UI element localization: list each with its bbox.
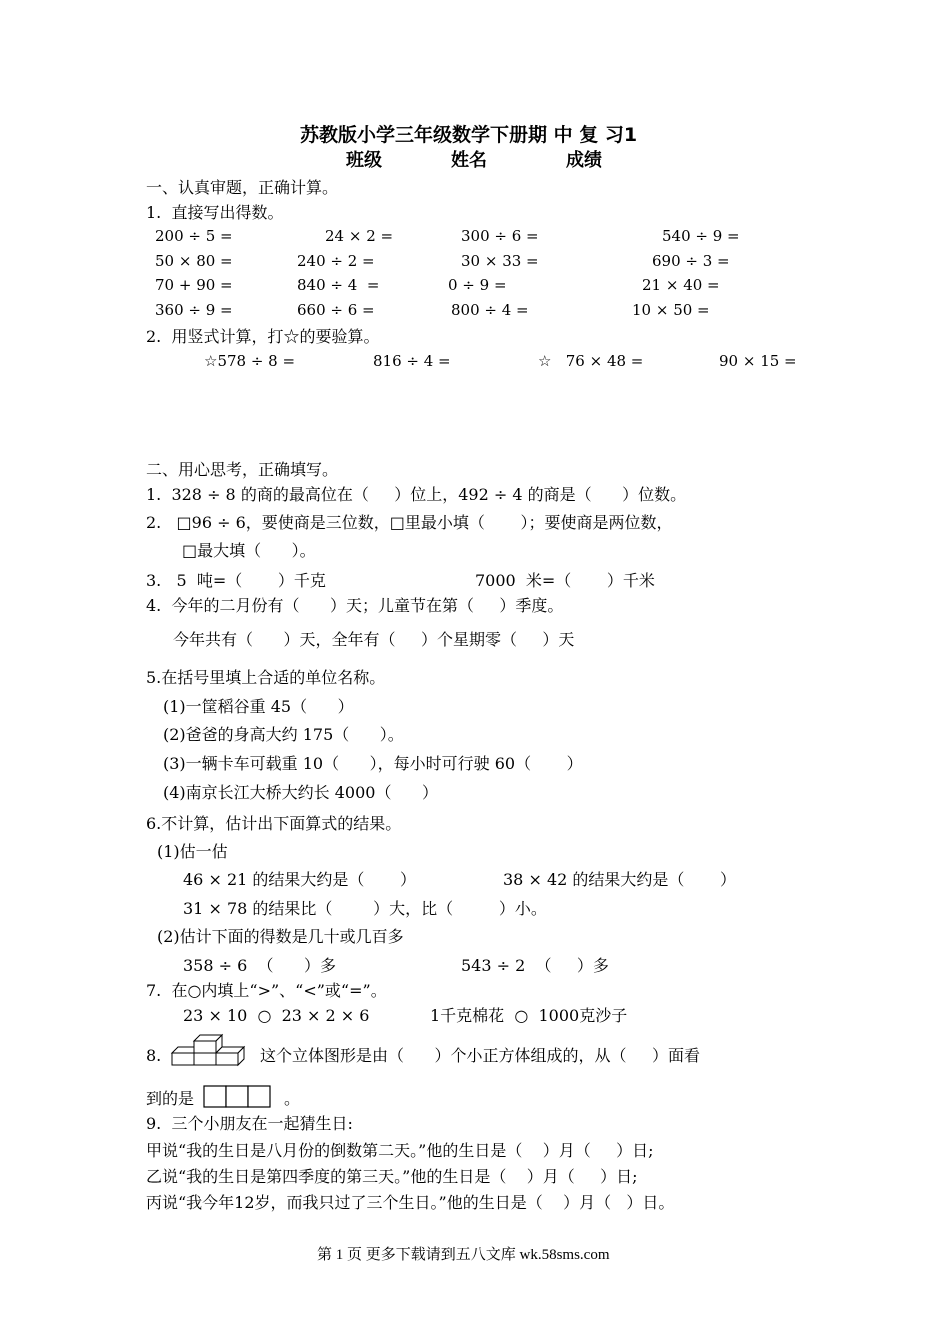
calc-item: 70 + 90 = xyxy=(155,276,233,294)
calc-item: 540 ÷ 9 = xyxy=(662,227,740,245)
s2-q9-line: 甲说“我的生日是八月份的倒数第二天。”他的生日是（ ）月（ ）日; xyxy=(146,1141,654,1160)
calc-item: 30 × 33 = xyxy=(461,252,539,270)
s2-q7-b: 1千克棉花 ○ 1000克沙子 xyxy=(430,1006,628,1025)
s2-q6-line3b: 543 ÷ 2 （ ）多 xyxy=(461,956,609,975)
s2-q6-line1a: 46 × 21 的结果大约是（ ） xyxy=(183,870,416,889)
s2-q2-line1: 2. □96 ÷ 6，要使商是三位数，□里最小填（ ）；要使商是两位数， xyxy=(146,513,673,532)
page-title: 苏教版小学三年级数学下册期 中 复 习1 xyxy=(300,124,638,146)
s2-q5-item: (4)南京长江大桥大约长 4000（ ） xyxy=(163,783,438,802)
s2-q6-line3a: 358 ÷ 6 （ ）多 xyxy=(183,956,336,975)
s2-q6-line1b: 38 × 42 的结果大约是（ ） xyxy=(503,870,736,889)
s2-q1: 1. 328 ÷ 8 的商的最高位在（ ）位上，492 ÷ 4 的商是（ ）位数。 xyxy=(146,485,687,504)
s2-q3b: 7000 米=（ ）千米 xyxy=(475,571,655,590)
s2-q9-line: 乙说“我的生日是第四季度的第三天。”他的生日是（ ）月（ ）日; xyxy=(146,1167,638,1186)
s2-q7-label: 7. 在○内填上“>”、“<”或“=”。 xyxy=(146,981,387,1000)
calc-item: 24 × 2 = xyxy=(325,227,394,245)
s1-q1-label: 1. 直接写出得数。 xyxy=(146,203,284,222)
calc-item: 10 × 50 = xyxy=(632,301,710,319)
vertical-calc-item: 816 ÷ 4 = xyxy=(373,352,451,370)
s2-q4-line1: 4. 今年的二月份有（ ）天；儿童节在第（ ）季度。 xyxy=(146,596,564,615)
calc-item: 200 ÷ 5 = xyxy=(155,227,233,245)
calc-item: 21 × 40 = xyxy=(642,276,720,294)
vertical-calc-item: ☆578 ÷ 8 = xyxy=(204,352,296,370)
page-footer: 第 1 页 更多下载请到五八文库 wk.58sms.com xyxy=(317,1247,610,1263)
s2-q3a: 3. 5 吨=（ ）千克 xyxy=(146,571,326,590)
s2-q4-line2: 今年共有（ ）天，全年有（ ）个星期零（ ）天 xyxy=(173,630,575,649)
score-label: 成绩 xyxy=(566,150,602,171)
s2-q6-sub2: (2)估计下面的得数是几十或几百多 xyxy=(157,927,404,946)
s2-q2-line2: □最大填（ ）。 xyxy=(182,541,316,560)
s2-q8-text: 这个立体图形是由（ ）个小正方体组成的，从（ ）面看 xyxy=(260,1046,700,1065)
s2-q5-item: (2)爸爸的身高大约 175（ ）。 xyxy=(163,725,404,744)
s2-q9-label: 9. 三个小朋友在一起猜生日: xyxy=(146,1114,353,1133)
s2-q5-item: (3)一辆卡车可载重 10（ ），每小时可行驶 60（ ） xyxy=(163,754,583,773)
s2-q5-item: (1)一筐稻谷重 45（ ） xyxy=(163,697,354,716)
view-squares xyxy=(203,1085,273,1109)
calc-item: 240 ÷ 2 = xyxy=(297,252,375,270)
s2-q7-a: 23 × 10 ○ 23 × 2 × 6 xyxy=(183,1006,370,1025)
calc-item: 840 ÷ 4 = xyxy=(297,276,380,294)
calc-item: 0 ÷ 9 = xyxy=(448,276,507,294)
s2-q6-sub1: (1)估一估 xyxy=(157,842,228,861)
s2-q6-label: 6.不计算，估计出下面算式的结果。 xyxy=(146,814,402,833)
class-label: 班级 xyxy=(346,150,382,171)
s2-q5-label: 5.在括号里填上合适的单位名称。 xyxy=(146,668,386,687)
calc-item: 800 ÷ 4 = xyxy=(451,301,529,319)
calc-item: 50 × 80 = xyxy=(155,252,233,270)
vertical-calc-item: ☆ 76 × 48 = xyxy=(538,352,644,370)
calc-item: 690 ÷ 3 = xyxy=(652,252,730,270)
s2-q8-prefix: 8. xyxy=(146,1046,162,1065)
s2-q6-line2: 31 × 78 的结果比（ ）大，比（ ）小。 xyxy=(183,899,547,918)
calc-item: 660 ÷ 6 = xyxy=(297,301,375,319)
calc-item: 360 ÷ 9 = xyxy=(155,301,233,319)
section1-heading: 一、认真审题，正确计算。 xyxy=(146,178,339,197)
name-label: 姓名 xyxy=(451,150,487,171)
s2-q9-line: 丙说“我今年12岁，而我只过了三个生日。”他的生日是（ ）月（ ）日。 xyxy=(146,1193,675,1212)
section2-heading: 二、用心思考，正确填写。 xyxy=(146,460,339,479)
vertical-calc-item: 90 × 15 = xyxy=(719,352,797,370)
cube-figure xyxy=(168,1033,248,1069)
s2-q8-line2b: 。 xyxy=(284,1089,301,1108)
s1-q2-label: 2. 用竖式计算，打☆的要验算。 xyxy=(146,327,380,346)
s2-q8-line2a: 到的是 xyxy=(146,1089,195,1108)
calc-item: 300 ÷ 6 = xyxy=(461,227,539,245)
